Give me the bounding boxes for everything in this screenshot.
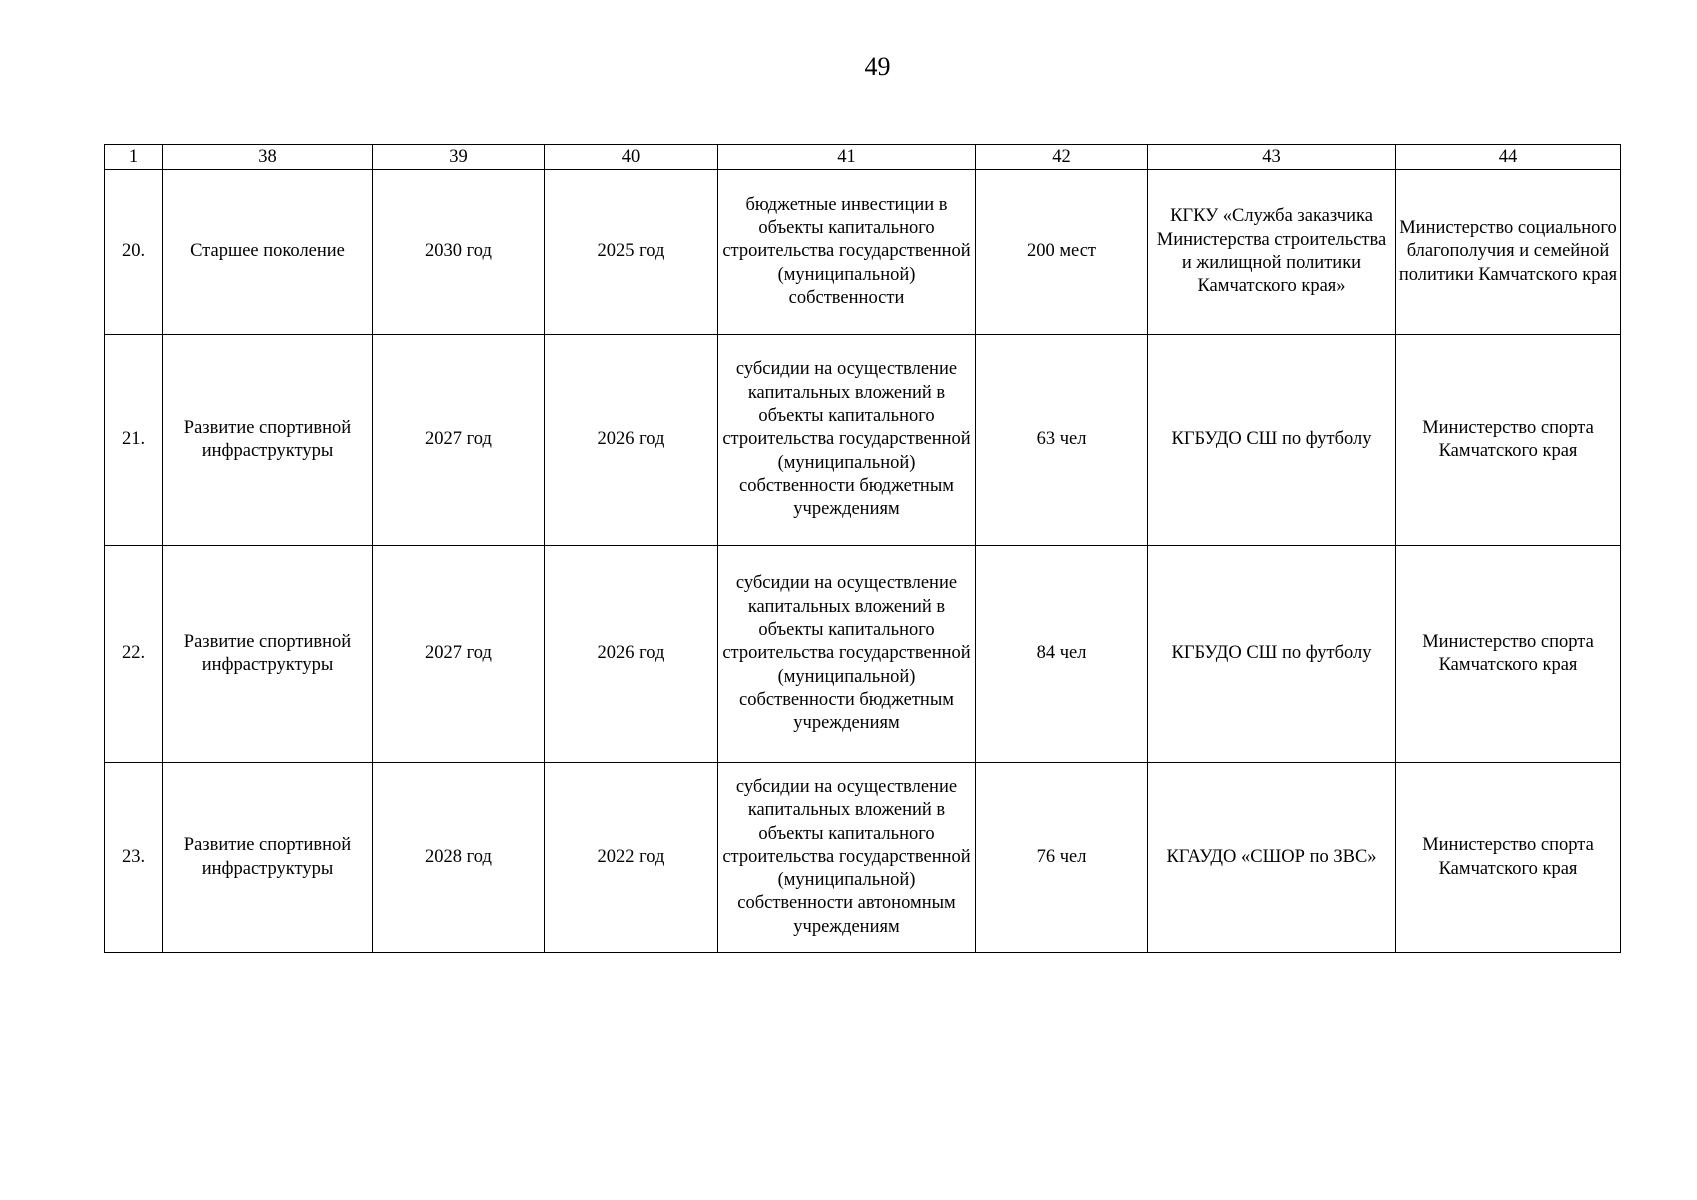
capacity-cell: 63 чел — [976, 335, 1148, 546]
year-40-cell: 2022 год — [545, 763, 718, 953]
row-number-cell: 21. — [105, 335, 163, 546]
capacity-cell: 200 мест — [976, 170, 1148, 335]
ministry-cell: Министерство спорта Камчатского края — [1396, 763, 1621, 953]
column-header: 39 — [373, 145, 545, 170]
column-header: 38 — [163, 145, 373, 170]
customer-cell: КГКУ «Служба заказчика Министерства строительства и жилищной политики Камчатского края» — [1148, 170, 1396, 335]
year-40-cell: 2025 год — [545, 170, 718, 335]
direction-cell: Развитие спортивной инфраструктуры — [163, 546, 373, 763]
table-row — [105, 763, 1621, 953]
year-39-cell: 2030 год — [373, 170, 545, 335]
row-number-cell: 22. — [105, 546, 163, 763]
direction-cell: Развитие спортивной инфраструктуры — [163, 335, 373, 546]
mechanism-cell: субсидии на осуществление капитальных вложений в объекты капитального строительства государственной (муниципальной) собственности бюджетным учреждениям — [718, 546, 976, 763]
year-40-cell: 2026 год — [545, 546, 718, 763]
customer-cell: КГАУДО «СШОР по ЗВС» — [1148, 763, 1396, 953]
registry-table — [104, 144, 1621, 953]
capacity-cell: 84 чел — [976, 546, 1148, 763]
ministry-cell: Министерство спорта Камчатского края — [1396, 546, 1621, 763]
capacity-cell: 76 чел — [976, 763, 1148, 953]
ministry-cell: Министерство спорта Камчатского края — [1396, 335, 1621, 546]
page-number: 49 — [864, 52, 891, 81]
row-number-cell: 20. — [105, 170, 163, 335]
column-header: 41 — [718, 145, 976, 170]
year-40-cell: 2026 год — [545, 335, 718, 546]
ministry-cell: Министерство социального благополучия и семейной политики Камчатского края — [1396, 170, 1621, 335]
table-row — [105, 170, 1621, 335]
row-number-cell: 23. — [105, 763, 163, 953]
year-39-cell: 2027 год — [373, 546, 545, 763]
column-header: 43 — [1148, 145, 1396, 170]
column-header: 44 — [1396, 145, 1621, 170]
column-header: 1 — [105, 145, 163, 170]
direction-cell: Развитие спортивной инфраструктуры — [163, 763, 373, 953]
column-number-header-row — [105, 145, 1621, 170]
table-row — [105, 335, 1621, 546]
mechanism-cell: субсидии на осуществление капитальных вложений в объекты капитального строительства государственной (муниципальной) собственности автономным учреждениям — [718, 763, 976, 953]
customer-cell: КГБУДО СШ по футболу — [1148, 546, 1396, 763]
direction-cell: Старшее поколение — [163, 170, 373, 335]
column-header: 40 — [545, 145, 718, 170]
mechanism-cell: субсидии на осуществление капитальных вложений в объекты капитального строительства государственной (муниципальной) собственности бюджетным учреждениям — [718, 335, 976, 546]
column-header: 42 — [976, 145, 1148, 170]
year-39-cell: 2027 год — [373, 335, 545, 546]
mechanism-cell: бюджетные инвестиции в объекты капитального строительства государственной (муниципальной) собственности — [718, 170, 976, 335]
customer-cell: КГБУДО СШ по футболу — [1148, 335, 1396, 546]
year-39-cell: 2028 год — [373, 763, 545, 953]
table-row — [105, 546, 1621, 763]
